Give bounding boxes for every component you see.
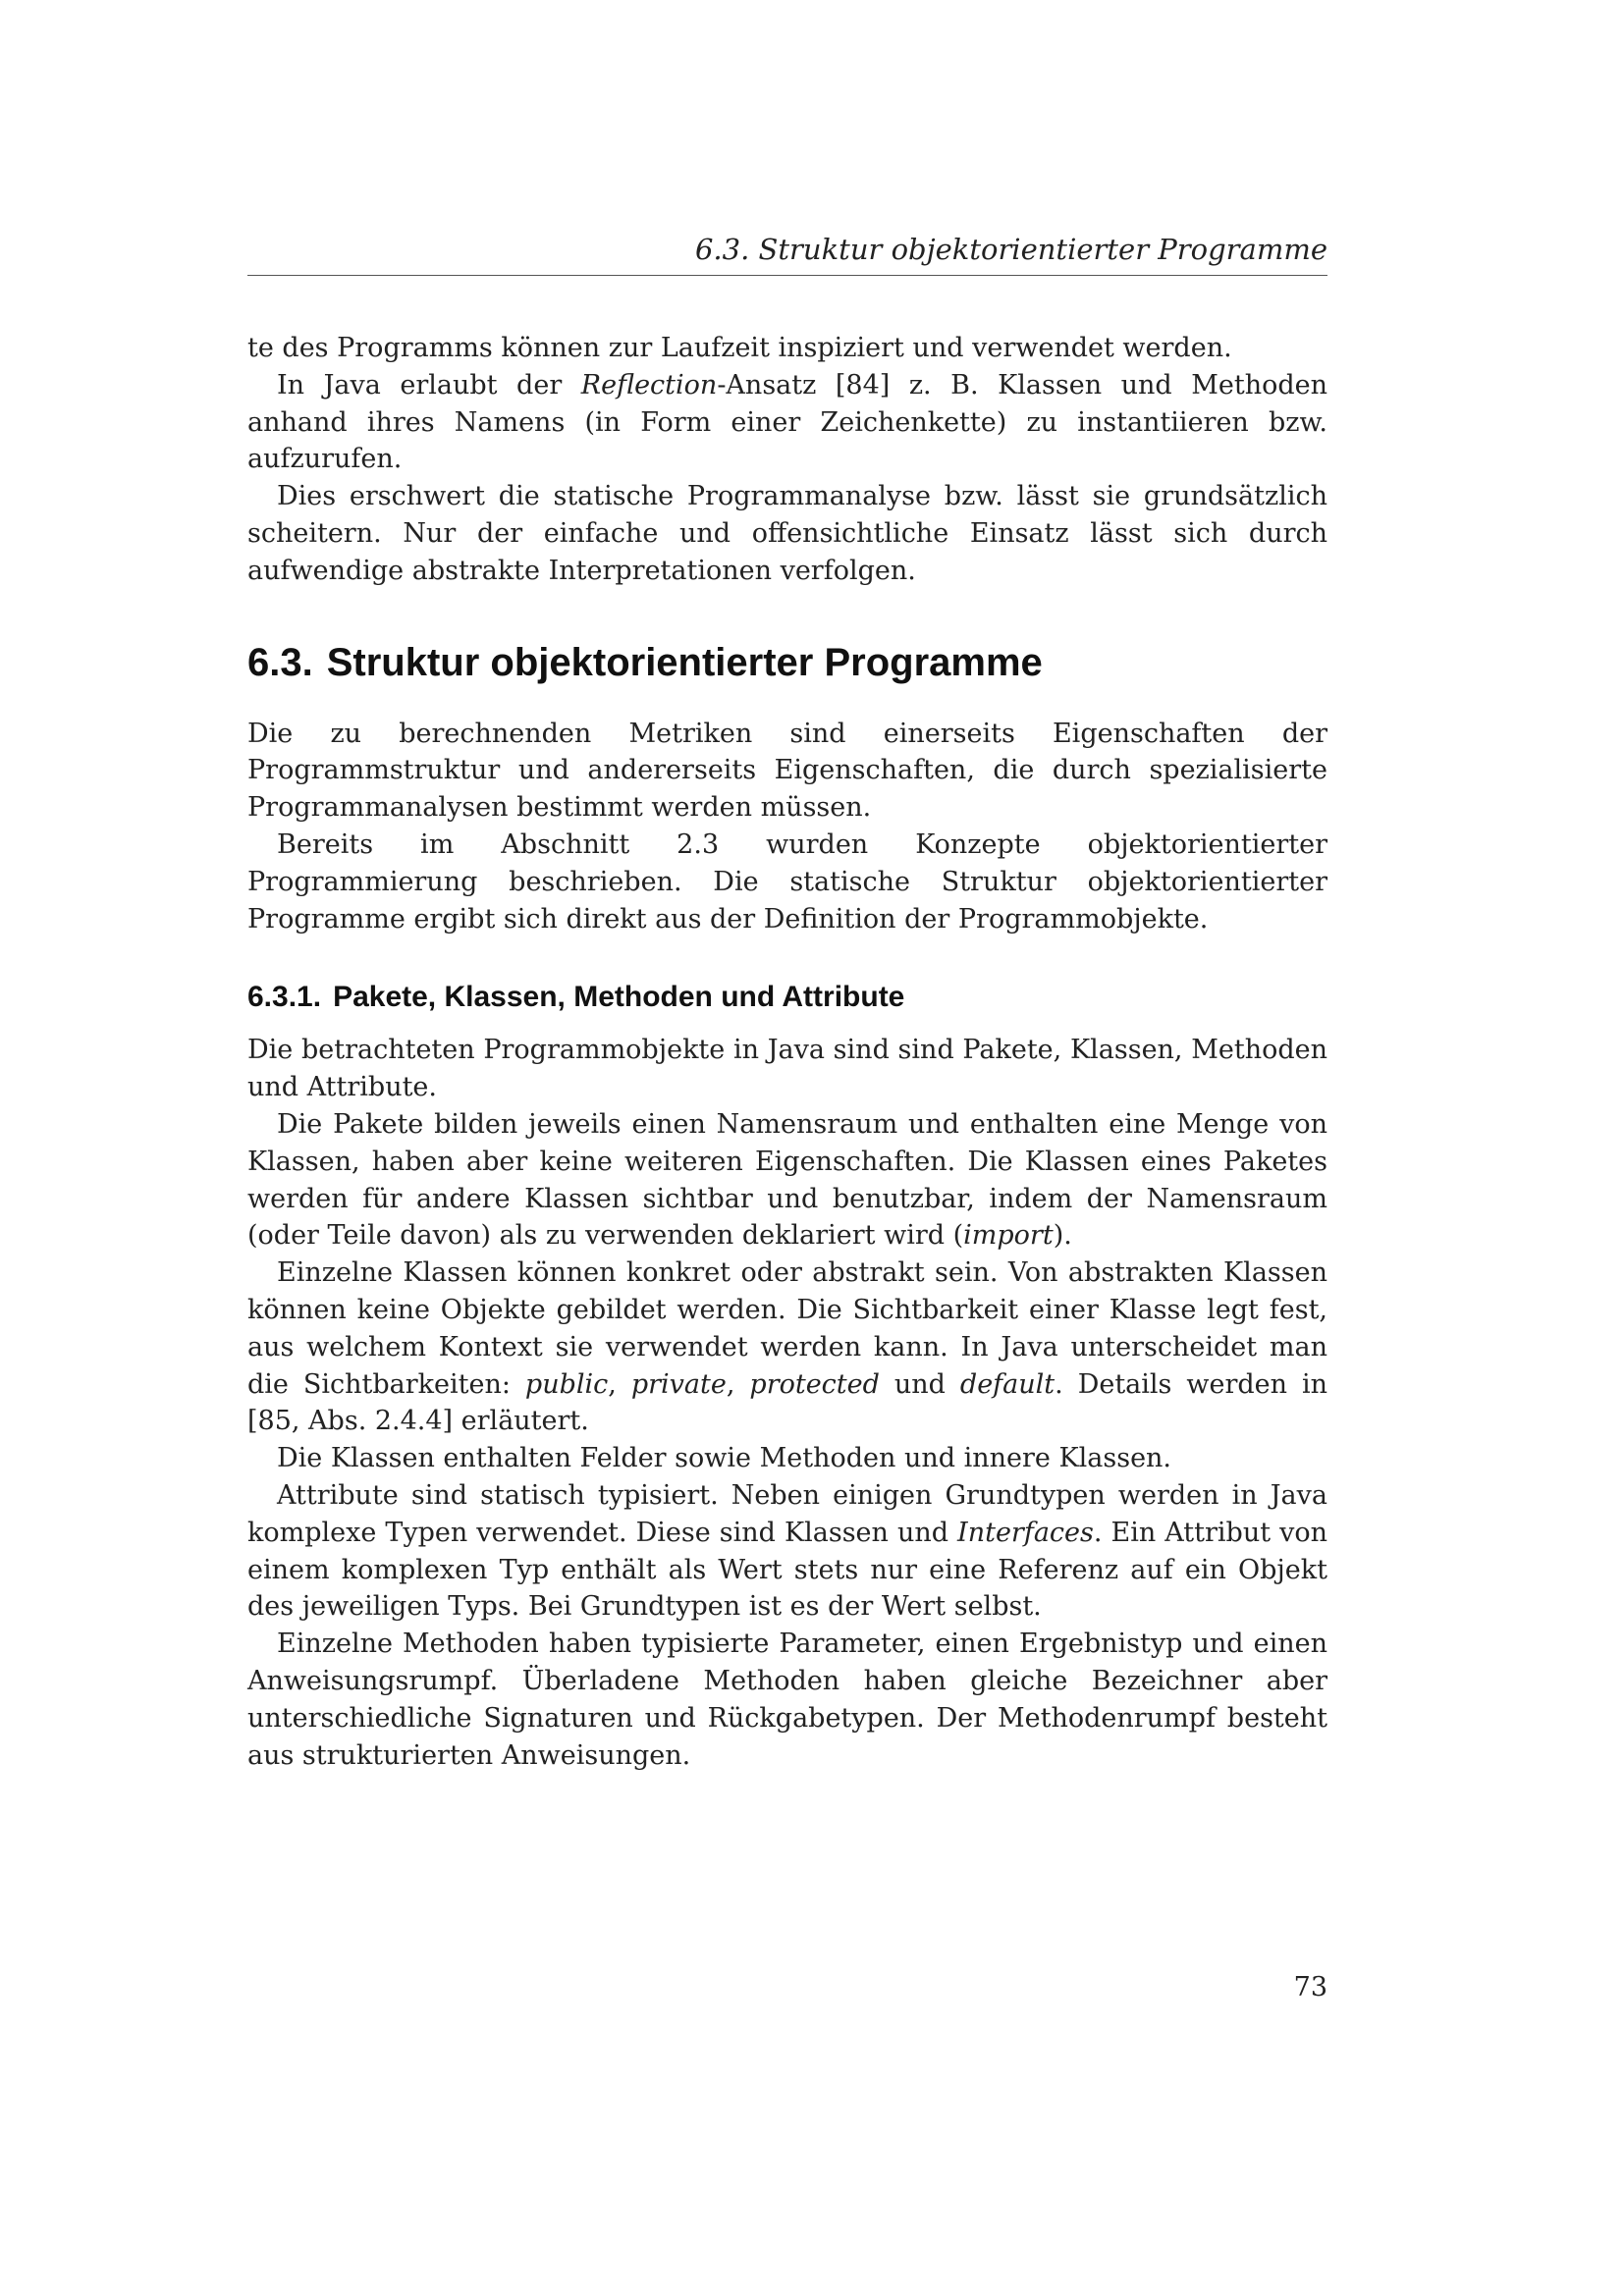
paragraph — [247, 1440, 1327, 1477]
paragraph — [247, 478, 1327, 589]
paragraph — [247, 716, 1327, 827]
text-run: Die betrachteten Programmobjekte in Java sind sind Pakete, Klassen, Methoden und Attribute. — [247, 1035, 1327, 1103]
section-heading — [247, 637, 1327, 688]
page-number: 73 — [1293, 1972, 1327, 2002]
text-run: , — [726, 1368, 750, 1400]
emphasis: Reflection — [580, 369, 718, 400]
section-title: Struktur objektorientierter Programme — [326, 640, 1043, 684]
paragraph — [247, 1032, 1327, 1106]
main-text — [247, 330, 1327, 1774]
emphasis: private — [630, 1368, 727, 1400]
section-number: 6.3. — [247, 640, 313, 684]
text-run: Die Klassen enthalten Felder sowie Methoden und innere Klassen. — [277, 1443, 1172, 1474]
text-run: In Java erlaubt der — [277, 369, 581, 400]
text-run: , — [608, 1368, 631, 1400]
paragraph — [247, 1106, 1327, 1255]
emphasis: default — [959, 1368, 1056, 1400]
text-run: und — [879, 1368, 960, 1400]
text-run: . Details werden in [85, Abs. 2.4.4] erläutert. — [247, 1368, 1328, 1437]
emphasis: protected — [749, 1368, 880, 1400]
text-run: te des Programms können zur Laufzeit inspiziert und verwendet werden. — [247, 333, 1232, 363]
paragraph — [247, 1626, 1327, 1774]
paragraph — [247, 1477, 1327, 1626]
emphasis: import — [963, 1220, 1054, 1252]
text-run: Attribute sind statisch typisiert. Neben einigen Grundtypen werden in Java komplexe Typen verwendet. Diese sind Klassen und — [247, 1479, 1327, 1548]
header-rule — [247, 275, 1327, 276]
paragraph — [247, 330, 1327, 367]
subsection-heading — [247, 977, 1327, 1018]
text-run: Einzelne Klassen können konkret oder abstrakt sein. Von abstrakten Klassen können keine Objekte gebildet werden. Die Sichtbarkeit einer Klasse legt fest, aus welchem Kontext sie verwendet werden kann. In Java unterscheidet man die Sichtbarkeiten: — [247, 1257, 1327, 1400]
text-run: Dies erschwert die statische Programmanalyse bzw. lässt sie grundsätzlich scheitern. Nur der einfache und offensichtliche Einsatz lässt sich durch aufwendige abstrakte Interpretationen verfolgen. — [247, 481, 1327, 586]
paragraph — [247, 367, 1327, 478]
text-run: Die Pakete bilden jeweils einen Namensraum und enthalten eine Menge von Klassen, haben aber keine weiteren Eigenschaften. Die Klassen eines Paketes werden für andere Klassen sichtbar und benutzbar, indem der Namensraum (oder Teile davon) als zu verwenden deklariert wird ( — [247, 1108, 1327, 1252]
text-run: ). — [1053, 1220, 1072, 1252]
text-run: . Ein Attribut von einem komplexen Typ enthält als Wert stets nur eine Referenz auf ein Objekt des jeweiligen Typs. Bei Grundtypen ist es der Wert selbst. — [247, 1517, 1327, 1623]
text-run: -Ansatz [84] z. B. Klassen und Methoden anhand ihres Namens (in Form einer Zeichenkette) zu instantiieren bzw. aufzurufen. — [247, 369, 1327, 475]
text-run: Die zu berechnenden Metriken sind einerseits Eigenschaften der Programmstruktur und andererseits Eigenschaften, die durch spezialisierte Programmanalysen bestimmt werden müssen. — [247, 718, 1327, 824]
paragraph — [247, 827, 1327, 937]
running-header: 6.3. Struktur objektorientierter Programme — [694, 233, 1327, 266]
paragraph — [247, 1255, 1327, 1440]
subsection-title: Pakete, Klassen, Methoden und Attribute — [333, 981, 905, 1014]
emphasis: public — [524, 1368, 609, 1400]
text-run: Einzelne Methoden haben typisierte Parameter, einen Ergebnistyp und einen Anweisungsrumpf. Überladene Methoden haben gleiche Bezeichner aber unterschiedliche Signaturen und Rückgabetypen. Der Methodenrumpf besteht aus strukturierten Anweisungen. — [247, 1629, 1327, 1771]
subsection-number: 6.3.1. — [247, 981, 322, 1014]
text-run: Bereits im Abschnitt 2.3 wurden Konzepte objektorientierter Programmierung beschrieben. Die statische Struktur objektorientierter Programme ergibt sich direkt aus der Definition der Programmobjekte. — [247, 828, 1327, 934]
emphasis: Interfaces — [957, 1517, 1094, 1548]
